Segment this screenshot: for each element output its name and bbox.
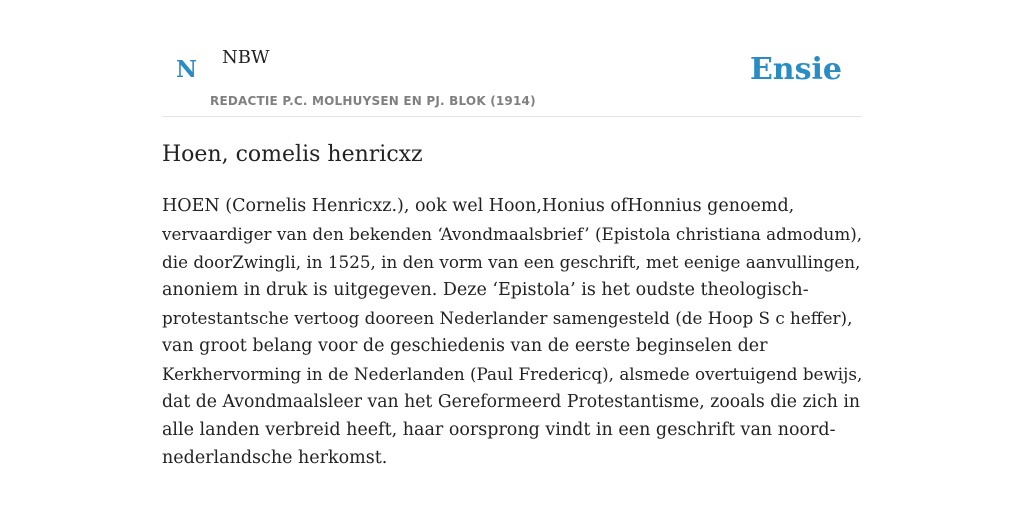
article-title: Hoen, comelis henricxz <box>162 142 423 167</box>
body-line: protestantsche vertoog dooreen Nederlander samengesteld (de Hoop S c heffer), <box>162 308 853 328</box>
article-card <box>162 0 862 512</box>
body-line: dat de Avondmaalsleer van het Gereformeerd Protestantisme, zooals die zich in <box>162 392 860 412</box>
body-line: alle landen verbreid heeft, haar oorsprong vindt in een geschrift van noord- <box>162 420 836 440</box>
body-line: nederlandsche herkomst. <box>162 448 388 468</box>
body-line: Kerkhervorming in de Nederlanden (Paul Fredericq), alsmede overtuigend bewijs, <box>162 364 863 384</box>
header <box>162 0 862 117</box>
body-line: van groot belang voor de geschiedenis van de eerste beginselen der <box>162 336 768 356</box>
editors-label: REDACTIE P.C. MOLHUYSEN EN PJ. BLOK (1914) <box>210 94 536 108</box>
body-line: anoniem in druk is uitgegeven. Deze ‘Epistola’ is het oudste theologisch- <box>162 280 809 300</box>
article-body <box>162 192 862 472</box>
body-line: die doorZwingli, in 1525, in den vorm van een geschrift, met eenige aanvullingen, <box>162 252 861 272</box>
publication-logo[interactable]: N <box>176 56 198 83</box>
publication-name[interactable]: NBW <box>222 47 270 68</box>
body-line: vervaardiger van den bekenden ‘Avondmaalsbrief’ (Epistola christiana admodum), <box>162 224 863 244</box>
brand-logo[interactable]: Ensie <box>749 52 842 87</box>
body-line: HOEN (Cornelis Henricxz.), ook wel Hoon,Honius ofHonnius genoemd, <box>162 196 795 216</box>
